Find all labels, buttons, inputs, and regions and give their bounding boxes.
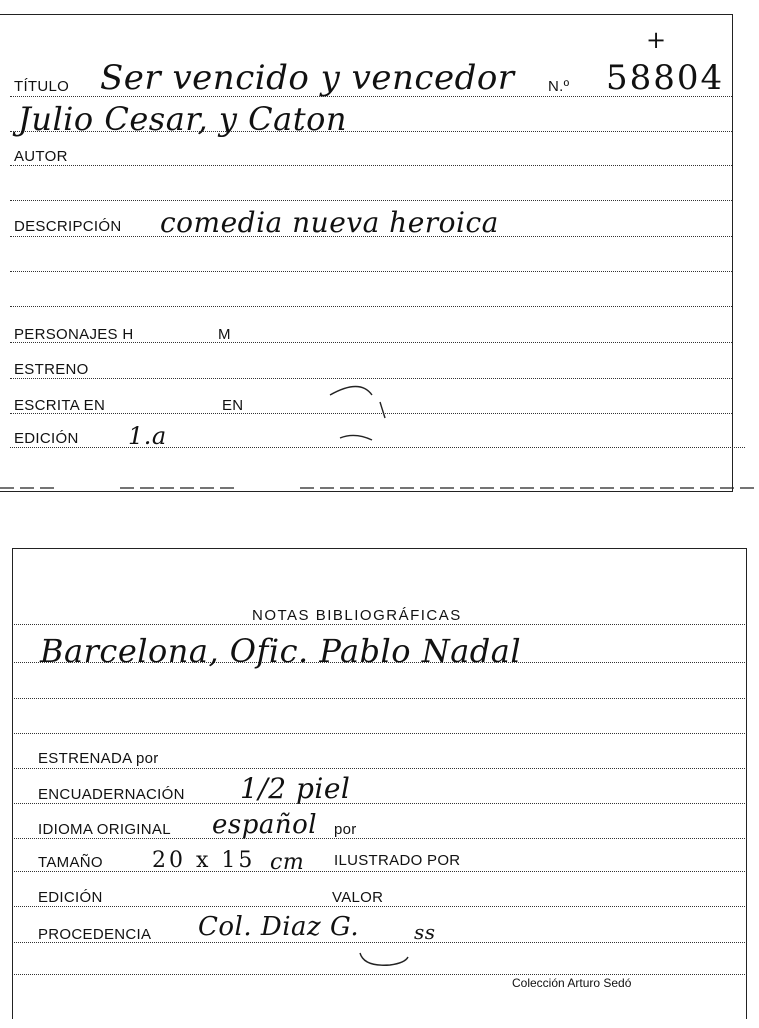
estrenada-label: ESTRENADA por: [38, 750, 159, 767]
edicion-value: 1.a: [128, 422, 167, 450]
tamano-unit: cm: [270, 850, 305, 875]
estreno-label: ESTRENO: [14, 361, 89, 378]
autor-label: AUTOR: [14, 148, 68, 165]
procedencia-value: Col. Diaz G.: [198, 912, 360, 942]
tamano-value: 20 x 15: [152, 848, 256, 873]
rule-notas-3: [14, 698, 745, 699]
rule-estrenada: [14, 768, 745, 769]
stray-ink-marks: [0, 0, 759, 500]
titulo-label: TÍTULO: [14, 78, 70, 95]
procedencia-extra: ss: [414, 920, 436, 944]
rule-notas-4: [14, 733, 745, 734]
encuadernacion-value: 1/2 piel: [240, 772, 351, 805]
numero-value: 58804: [606, 58, 725, 98]
rule-notas: [14, 624, 745, 625]
notas-heading: NOTAS BIBLIOGRÁFICAS: [252, 607, 462, 624]
procedencia-underline-stroke: [350, 945, 470, 975]
personajes-label: PERSONAJES H: [14, 326, 134, 343]
escrita-en-label: EN: [222, 397, 244, 414]
personajes-m-label: M: [218, 326, 231, 343]
idioma-por-label: por: [334, 821, 357, 838]
valor-label: VALOR: [332, 889, 384, 906]
rule-encuadernacion: [14, 803, 745, 804]
coleccion-stamp: Colección Arturo Sedó: [512, 976, 632, 990]
edicion-back-label: EDICIÓN: [38, 889, 103, 906]
titulo-value-line-2: Julio Cesar, y Caton: [18, 100, 347, 138]
rule-edicion-back: [14, 906, 745, 907]
ilustrado-label: ILUSTRADO POR: [334, 852, 461, 869]
escrita-label: ESCRITA EN: [14, 397, 106, 414]
tamano-label: TAMAÑO: [38, 854, 103, 871]
procedencia-label: PROCEDENCIA: [38, 926, 152, 943]
rule-idioma: [14, 838, 745, 839]
edicion-label: EDICIÓN: [14, 430, 79, 447]
idioma-label: IDIOMA ORIGINAL: [38, 821, 171, 838]
notas-value: Barcelona, Ofic. Pablo Nadal: [40, 632, 522, 670]
rule-tamano: [14, 871, 745, 872]
idioma-value: español: [212, 810, 318, 840]
numero-mark: +: [646, 26, 667, 54]
numero-label: N.º: [548, 78, 570, 95]
descripcion-label: DESCRIPCIÓN: [14, 218, 122, 235]
descripcion-value: comedia nueva heroica: [160, 206, 499, 239]
encuadernacion-label: ENCUADERNACIÓN: [38, 786, 185, 803]
titulo-value: Ser vencido y vencedor: [100, 58, 515, 98]
